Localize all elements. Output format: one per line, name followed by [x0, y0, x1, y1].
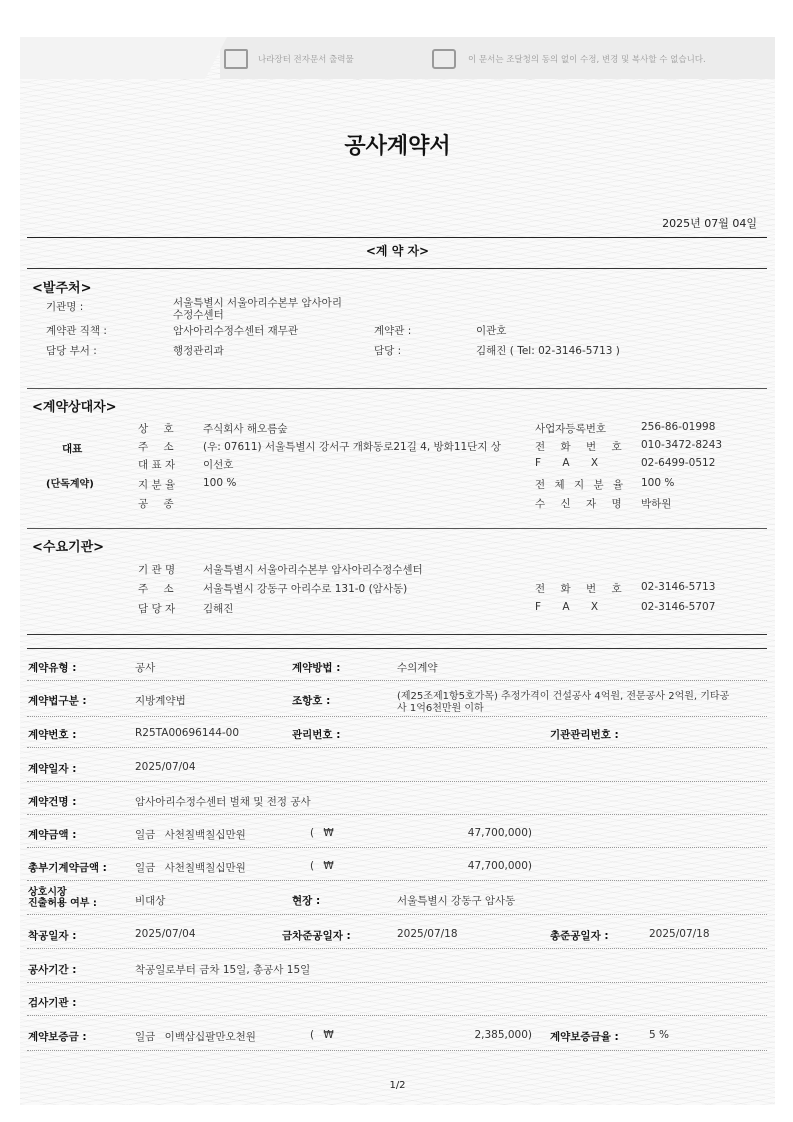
cp-biz-no-value: 256-86-01998: [641, 421, 716, 433]
inspect-label: 검사기관 :: [28, 997, 77, 1009]
header-right-text: 이 문서는 조달청의 동의 없이 수정, 변경 및 복사할 수 없습니다.: [468, 55, 706, 65]
amount-label: 계약금액 :: [28, 829, 77, 841]
clause-line1: (제25조제1항5호가목) 추정가격이 건설공사 4억원, 전문공사 2억원, 기타공: [397, 691, 730, 702]
deposit-rate-value: 5 %: [649, 1029, 669, 1041]
demand-addr-label: 주 소: [138, 583, 180, 595]
method-label: 계약방법 :: [292, 662, 341, 674]
deposit-label: 계약보증금 :: [28, 1031, 87, 1043]
total-amount-paren: ( ₩: [310, 860, 334, 872]
row-divider: [27, 982, 767, 983]
clause-label: 조항호 :: [292, 695, 331, 707]
cp-tel-label: 전 화 번 호: [535, 441, 628, 453]
contract-date-value: 2025/07/04: [135, 761, 196, 773]
type-label: 계약유형 :: [28, 662, 77, 674]
orderer-agency-label: 기관명 :: [46, 301, 84, 313]
row-divider: [27, 680, 767, 681]
divider: [27, 268, 767, 269]
site-label: 현장 :: [292, 895, 321, 907]
clause-line2: 사 1억6천만원 이하: [397, 703, 484, 714]
cp-recipient-label: 수 신 자 명: [535, 498, 628, 510]
row-divider: [27, 814, 767, 815]
row-divider: [27, 1050, 767, 1051]
cp-fax-label: F A X: [535, 457, 599, 469]
agency-mgmt-no-label: 기관관리번호 :: [550, 729, 619, 741]
cp-share-value: 100 %: [203, 477, 237, 489]
market-value: 비대상: [135, 895, 166, 907]
period-value: 착공일로부터 금차 15일, 총공사 15일: [135, 964, 311, 976]
total-amount-text: 일금 사천칠백칠십만원: [135, 862, 246, 874]
row-divider: [27, 781, 767, 782]
header-left-text: 나라장터 전자문서 출력물: [258, 55, 354, 65]
demand-tel-value: 02-3146-5713: [641, 581, 716, 593]
deposit-text: 일금 이백삼십팔만오천원: [135, 1031, 256, 1043]
orderer-heading: <발주처>: [32, 281, 92, 296]
divider: [27, 634, 767, 635]
single-contract-tag: (단독계약): [46, 479, 94, 490]
cp-fax-value: 02-6499-0512: [641, 457, 716, 469]
deposit-paren: ( ₩: [310, 1029, 334, 1041]
divider: [27, 388, 767, 389]
page-number: 1/2: [389, 1080, 406, 1091]
cp-addr-label: 주 소: [138, 441, 180, 453]
amount-text: 일금 사천칠백칠십만원: [135, 829, 246, 841]
divider: [27, 648, 767, 649]
cp-addr-value: (우: 07611) 서울특별시 강서구 개화동로21길 4, 방화11단지 상: [203, 441, 501, 453]
rep-tag: 대표: [62, 443, 83, 455]
law-value: 지방계약법: [135, 695, 186, 707]
period-label: 공사기간 :: [28, 964, 77, 976]
demand-heading: <수요기관>: [32, 540, 105, 555]
row-divider: [27, 716, 767, 717]
start-date-value: 2025/07/04: [135, 928, 196, 940]
orderer-position-value: 암사아리수정수센터 재무관: [173, 325, 299, 337]
orderer-dept-value: 행정관리과: [173, 345, 224, 357]
demand-person-value: 김해진: [203, 603, 234, 615]
complete-value: 2025/07/18: [649, 928, 710, 940]
row-divider: [27, 747, 767, 748]
complete-label: 총준공일자 :: [550, 930, 609, 942]
contract-date-label: 계약일자 :: [28, 763, 77, 775]
orderer-person-label: 담당 :: [374, 345, 402, 357]
cp-total-share-value: 100 %: [641, 477, 675, 489]
mgmt-no-label: 관리번호 :: [292, 729, 341, 741]
contract-name-label: 계약건명 :: [28, 796, 77, 808]
orderer-person-value: 김해진 ( Tel: 02-3146-5713 ): [476, 345, 620, 357]
demand-agency-value: 서울특별시 서울아리수본부 암사아리수정수센터: [203, 564, 423, 576]
phase-complete-value: 2025/07/18: [397, 928, 458, 940]
document-title: 공사계약서: [344, 134, 451, 159]
contract-no-value: R25TA00696144-00: [135, 727, 240, 739]
counterparty-heading: <계약상대자>: [32, 400, 117, 415]
cp-name-value: 주식회사 해오름숲: [203, 423, 288, 435]
cp-work-label: 공 종: [138, 498, 180, 510]
cp-tel-value: 010-3472-8243: [641, 439, 723, 451]
row-divider: [27, 847, 767, 848]
cp-name-label: 상 호: [138, 423, 180, 435]
document-date: 2025년 07월 04일: [662, 217, 757, 230]
total-amount-number: 47,700,000): [467, 860, 532, 872]
deposit-number: 2,385,000): [474, 1029, 532, 1041]
demand-fax-value: 02-3146-5707: [641, 601, 716, 613]
phase-complete-label: 금차준공일자 :: [282, 930, 351, 942]
document-copy-icon: [224, 49, 248, 69]
cp-recipient-value: 박하원: [641, 498, 672, 510]
divider: [27, 528, 767, 529]
demand-agency-label: 기 관 명: [138, 564, 176, 576]
header-left-bar: [20, 37, 205, 79]
demand-addr-value: 서울특별시 강동구 아리수로 131-0 (암사동): [203, 583, 408, 595]
orderer-officer-label: 계약관 :: [374, 325, 412, 337]
orderer-agency-line1: 서울특별시 서울아리수본부 암사아리: [173, 297, 342, 309]
orderer-officer-value: 이관호: [476, 325, 507, 337]
law-label: 계약법구분 :: [28, 695, 87, 707]
divider: [27, 237, 767, 238]
method-value: 수의계약: [397, 662, 438, 674]
demand-fax-label: F A X: [535, 601, 599, 613]
cp-ceo-label: 대 표 자: [138, 459, 176, 471]
site-value: 서울특별시 강동구 암사동: [397, 895, 516, 907]
demand-tel-label: 전 화 번 호: [535, 583, 628, 595]
row-divider: [27, 1015, 767, 1016]
contract-name-value: 암사아리수정수센터 벌채 및 전정 공사: [135, 796, 311, 808]
type-value: 공사: [135, 662, 156, 674]
printer-icon: [432, 49, 456, 69]
row-divider: [27, 914, 767, 915]
market-label-line2: 진출허용 여부 :: [28, 898, 97, 909]
amount-number: 47,700,000): [467, 827, 532, 839]
cp-total-share-label: 전 체 지 분 율: [535, 479, 627, 491]
document-sheet: [20, 37, 775, 1105]
start-date-label: 착공일자 :: [28, 930, 77, 942]
demand-person-label: 담 당 자: [138, 603, 176, 615]
cp-ceo-value: 이선호: [203, 459, 234, 471]
orderer-agency-line2: 수정수센터: [173, 309, 224, 321]
amount-paren: ( ₩: [310, 827, 334, 839]
orderer-position-label: 계약관 직책 :: [46, 325, 107, 337]
total-amount-label: 총부기계약금액 :: [28, 862, 107, 874]
cp-share-label: 지 분 율: [138, 479, 176, 491]
market-label-line1: 상호시장: [28, 887, 67, 898]
deposit-rate-label: 계약보증금율 :: [550, 1031, 619, 1043]
cp-biz-no-label: 사업자등록번호: [535, 423, 607, 435]
row-divider: [27, 948, 767, 949]
orderer-dept-label: 담당 부서 :: [46, 345, 97, 357]
contract-party-heading: <계 약 자>: [365, 244, 430, 258]
contract-no-label: 계약번호 :: [28, 729, 77, 741]
row-divider: [27, 880, 767, 881]
